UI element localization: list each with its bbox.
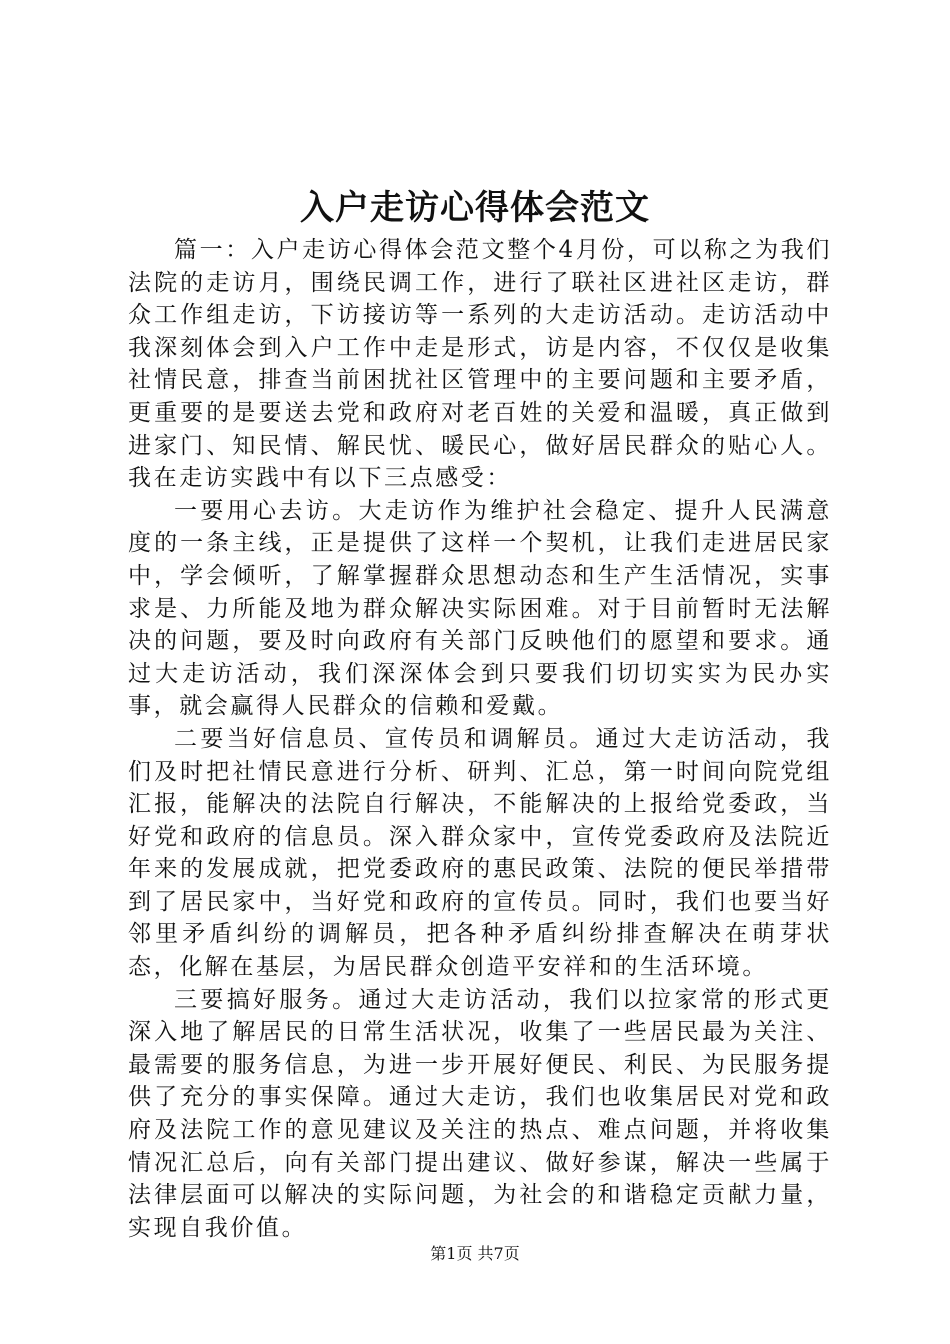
document-title: 入户走访心得体会范文: [300, 188, 650, 228]
page-footer: 第1页 共7页: [430, 1244, 520, 1263]
paragraph-intro: 篇一：入户走访心得体会范文整个4月份，可以称之为我们法院的走访月，围绕民调工作，进行了联社区进社区走访，群众工作组走访，下访接访等一系列的大走访活动。走访活动中我深刻体会到入户工作中走是形式，访是内容，不仅仅是收集社情民意，排查当前困扰社区管理中的主要问题和主要矛盾，更重要的是要送去党和政府对老百姓的关爱和温暖，真正做到进家门、知民情、解民忧、暖民心，做好居民群众的贴心人。我在走访实践中有以下三点感受：: [128, 237, 832, 492]
paragraph-point-one: 一要用心去访。大走访作为维护社会稳定、提升人民满意度的一条主线，正是提供了这样一个契机，让我们走进居民家中，学会倾听，了解掌握群众思想动态和生产生活情况，实事求是、力所能及地为群众解决实际困难。对于目前暂时无法解决的问题，要及时向政府有关部门反映他们的愿望和要求。通过大走访活动，我们深深体会到只要我们切切实实为民办实事，就会赢得人民群众的信赖和爱戴。: [128, 497, 832, 720]
paragraph-point-two: 二要当好信息员、宣传员和调解员。通过大走访活动，我们及时把社情民意进行分析、研判、汇总，第一时间向院党组汇报，能解决的法院自行解决，不能解决的上报给党委政，当好党和政府的信息员。深入群众家中，宣传党委政府及法院近年来的发展成就，把党委政府的惠民政策、法院的便民举措带到了居民家中，当好党和政府的宣传员。同时，我们也要当好邻里矛盾纠纷的调解员，把各种矛盾纠纷排查解决在萌芽状态，化解在基层，为居民群众创造平安祥和的生活环境。: [128, 725, 832, 981]
paragraph-point-three: 三要搞好服务。通过大走访活动，我们以拉家常的形式更深入地了解居民的日常生活状况，收集了一些居民最为关注、最需要的服务信息，为进一步开展好便民、利民、为民服务提供了充分的事实保障。通过大走访，我们也收集居民对党和政府及法院工作的意见建议及关注的热点、难点问题，并将收集情况汇总后，向有关部门提出建议、做好参谋，解决一些属于法律层面可以解决的实际问题，为社会的和谐稳定贡献力量，实现自我价值。: [128, 986, 832, 1241]
document-body: [128, 234, 832, 1244]
